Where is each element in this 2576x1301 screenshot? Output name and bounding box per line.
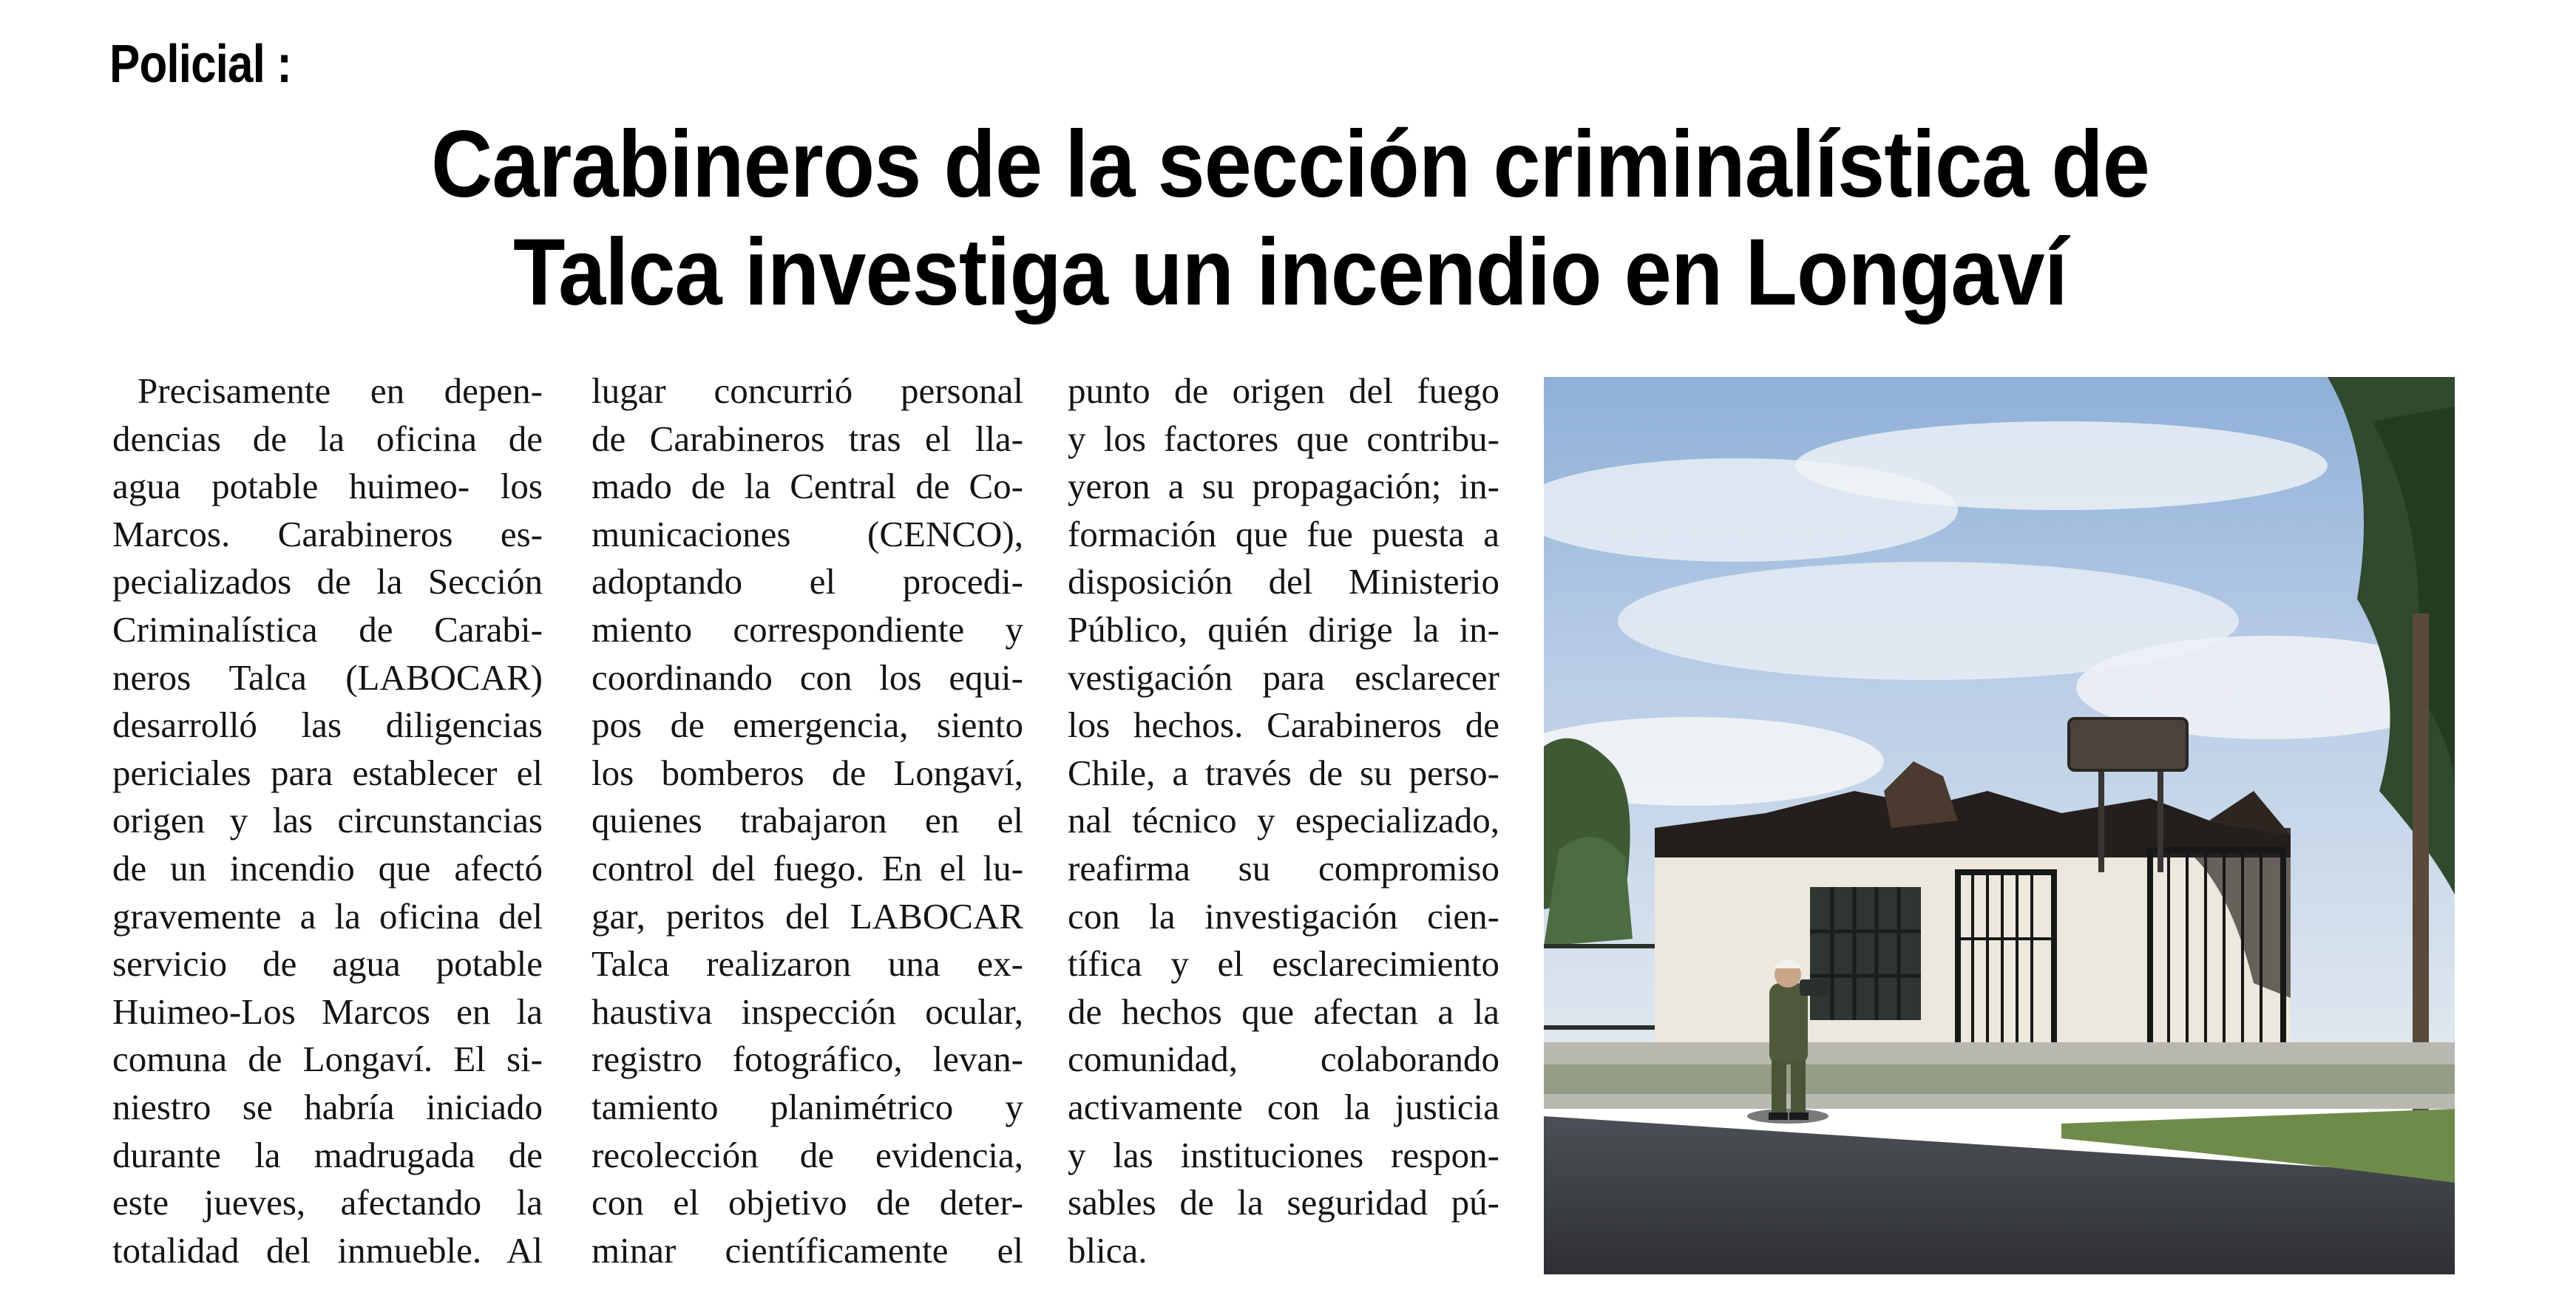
article-line: Huimeo-Los Marcos en la: [112, 991, 543, 1032]
article-line: y las instituciones respon-: [1068, 1134, 1499, 1175]
article-line: gravemente a la oficina del: [112, 895, 543, 937]
article-line: Talca realizaron una ex-: [592, 943, 1023, 985]
article-photo: [1544, 377, 2455, 1274]
article-line: de un incendio que afectó: [112, 847, 543, 889]
article-line: durante la madrugada de: [112, 1134, 543, 1175]
article-line: con la investigación cien-: [1068, 895, 1499, 937]
article-line: yeron a su propagación; in-: [1068, 466, 1499, 507]
article-line: los hechos. Carabineros de: [1068, 704, 1499, 746]
article-line: miento correspondiente y: [592, 608, 1023, 650]
article-line: reafirma su compromiso: [1068, 847, 1499, 889]
article-line: adoptando el procedi-: [592, 561, 1023, 602]
article-line: Marcos. Carabineros es-: [112, 513, 543, 554]
article-line: Público, quién dirige la in-: [1068, 608, 1499, 650]
article-column-1: [112, 367, 543, 1274]
article-line: este jueves, afectando la: [112, 1182, 543, 1223]
article-line: pecializados de la Sección: [112, 561, 543, 602]
article-line: registro fotográfico, levan-: [592, 1039, 1023, 1080]
article-line: servicio de agua potable: [112, 943, 543, 985]
burned-building-photo: [1544, 377, 2455, 1274]
article-line: haustiva inspección ocular,: [592, 991, 1023, 1032]
article-line: municaciones (CENCO),: [592, 513, 1023, 554]
article-line: nal técnico y especializado,: [1068, 800, 1499, 841]
article-line: niestro se habría iniciado: [112, 1086, 543, 1127]
article-line: sables de la seguridad pú-: [1068, 1182, 1499, 1223]
article-line: de Carabineros tras el lla-: [592, 418, 1023, 459]
article-line: punto de origen del fuego: [1068, 370, 1499, 411]
article-line: quienes trabajaron en el: [592, 800, 1023, 841]
article-line: tífica y el esclarecimiento: [1068, 943, 1499, 985]
article-line: Precisamente en depen-: [138, 370, 543, 411]
article-line: formación que fue puesta a: [1068, 513, 1499, 554]
article-line: pos de emergencia, siento: [592, 704, 1023, 746]
article-line: coordinando con los equi-: [592, 656, 1023, 698]
article-line: de hechos que afectan a la: [1068, 991, 1499, 1032]
article-line: los bomberos de Longaví,: [592, 752, 1023, 793]
article-line: agua potable huimeo- los: [112, 466, 543, 507]
article-line: comunidad, colaborando: [1068, 1039, 1499, 1080]
article-line: gar, peritos del LABOCAR: [592, 895, 1023, 937]
article-column-2: [592, 367, 1023, 1274]
article-line: tamiento planimétrico y: [592, 1086, 1023, 1127]
headline: [118, 111, 2462, 327]
article-line: vestigación para esclarecer: [1068, 656, 1499, 698]
article-line: activamente con la justicia: [1068, 1086, 1499, 1127]
article-line: disposición del Ministerio: [1068, 561, 1499, 602]
article-line: periciales para establecer el: [112, 752, 543, 793]
article-line: minar científicamente el: [592, 1229, 1023, 1271]
article-line: dencias de la oficina de: [112, 418, 543, 459]
article-line: Criminalística de Carabi-: [112, 608, 543, 650]
article-line: con el objetivo de deter-: [592, 1182, 1023, 1223]
article-line: lugar concurrió personal: [592, 370, 1023, 411]
article-line: neros Talca (LABOCAR): [112, 656, 543, 698]
article-line: desarrolló las diligencias: [112, 704, 543, 746]
article-line: y los factores que contribu-: [1068, 418, 1499, 459]
article-line: mado de la Central de Co-: [592, 466, 1023, 507]
article-line: recolección de evidencia,: [592, 1134, 1023, 1175]
article-line: comuna de Longaví. El si-: [112, 1039, 543, 1080]
article-line: Chile, a través de su perso-: [1068, 752, 1499, 793]
article-line: control del fuego. En el lu-: [592, 847, 1023, 889]
headline-line-2: Talca investiga un incendio en Longaví: [513, 220, 2067, 325]
article-line: totalidad del inmueble. Al: [112, 1229, 543, 1271]
headline-line-1: Carabineros de la sección criminalística de: [431, 112, 2149, 217]
article-column-3: [1068, 367, 1499, 1274]
article-line: blica.: [1068, 1229, 1148, 1271]
section-label: Policial :: [109, 35, 292, 94]
article-line: origen y las circunstancias: [112, 800, 543, 841]
